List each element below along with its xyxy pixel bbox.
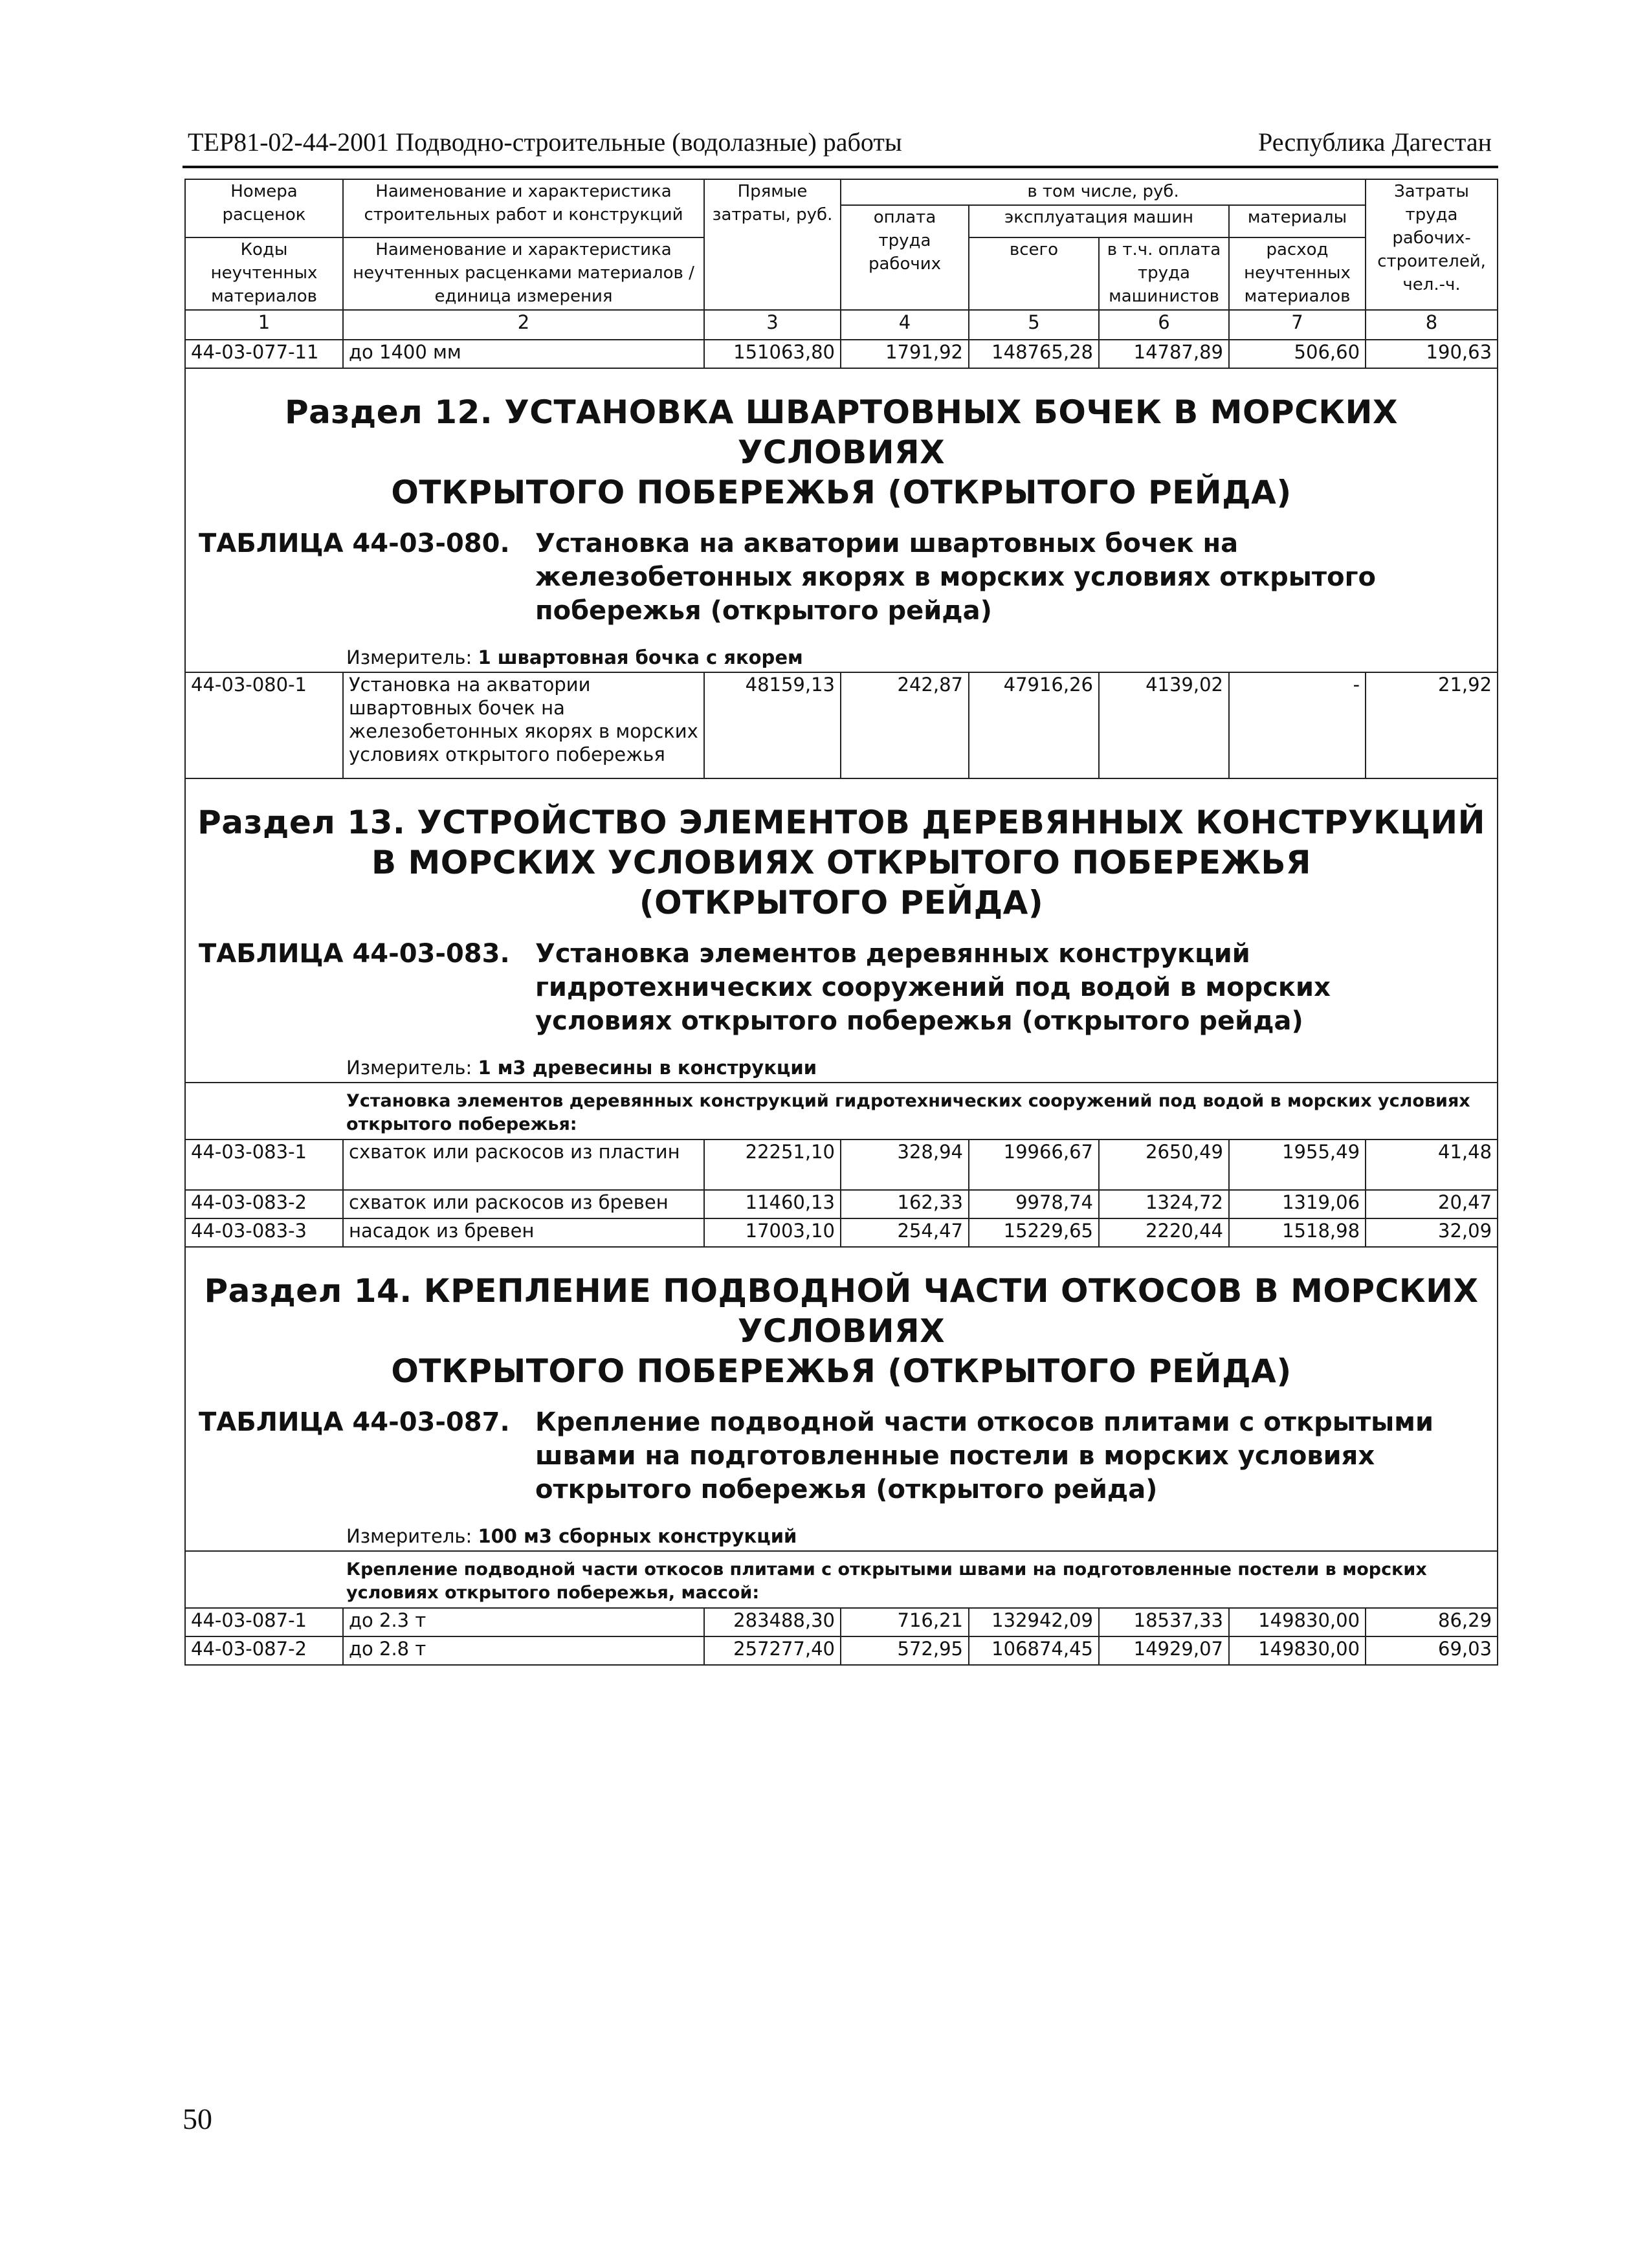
row-labor: 162,33	[841, 1190, 969, 1218]
col-header-codes: Номера расценок	[185, 179, 343, 237]
row-name: схваток или раскосов из пластин	[343, 1140, 704, 1190]
col-header-material-names: Наименование и характеристика неучтенных расценками материалов / единица измерения	[343, 237, 704, 310]
row-hours: 20,47	[1366, 1190, 1498, 1218]
row-hours: 69,03	[1366, 1636, 1498, 1665]
row-mach: 106874,45	[969, 1636, 1099, 1665]
row-direct: 283488,30	[704, 1608, 841, 1636]
measure-value: 1 швартовная бочка с якорем	[478, 646, 803, 668]
section-13-title-line: (ОТКРЫТОГО РЕЙДА)	[639, 884, 1044, 921]
col-number: 5	[969, 310, 1099, 340]
col-header-mach-labor: в т.ч. оплата труда машинистов	[1099, 237, 1229, 310]
row-mach: 15229,65	[969, 1218, 1099, 1247]
row-direct: 257277,40	[704, 1636, 841, 1665]
col-number: 7	[1229, 310, 1366, 340]
col-number: 4	[841, 310, 969, 340]
col-header-name: Наименование и характеристика строительных работ и конструкций	[343, 179, 704, 237]
col-header-including: в том числе, руб.	[841, 179, 1366, 205]
col-number: 1	[185, 310, 343, 340]
table-title: Установка на акватории швартовных бочек на железобетонных якорях в морских условиях открытого побережья (открытого рейда)	[535, 529, 1376, 626]
row-mach-labor: 2650,49	[1099, 1140, 1229, 1190]
section-12-block	[185, 368, 1498, 672]
measure-value: 1 м3 древесины в конструкции	[478, 1057, 817, 1079]
section-14-title-line: ОТКРЫТОГО ПОБЕРЕЖЬЯ (ОТКРЫТОГО РЕЙДА)	[391, 1352, 1292, 1390]
row-mat: 149830,00	[1229, 1608, 1366, 1636]
running-header-left: ТЕР81-02-44-2001 Подводно-строительные (водолазные) работы	[188, 127, 902, 157]
row-hours: 86,29	[1366, 1608, 1498, 1636]
table-title: Установка элементов деревянных конструкций гидротехнических сооружений под водой в морских условиях открытого побережья (открытого рейда)	[535, 939, 1331, 1036]
section-14-title-line: Раздел 14. КРЕПЛЕНИЕ ПОДВОДНОЙ ЧАСТИ ОТКОСОВ В МОРСКИХ УСЛОВИЯХ	[204, 1272, 1479, 1350]
col-header-hours-top: Затраты труда рабочих-строителей,	[1377, 182, 1486, 271]
row-mach: 148765,28	[969, 340, 1099, 368]
table-44-03-087-heading	[186, 1405, 1497, 1506]
table-label: ТАБЛИЦА 44-03-080.	[199, 529, 510, 558]
col-header-hours	[1366, 179, 1498, 310]
col-number: 6	[1099, 310, 1229, 340]
row-code: 44-03-087-2	[185, 1636, 343, 1665]
row-labor: 572,95	[841, 1636, 969, 1665]
row-mat: 1319,06	[1229, 1190, 1366, 1218]
row-mat: 149830,00	[1229, 1636, 1366, 1665]
row-labor: 328,94	[841, 1140, 969, 1190]
col-header-material-use: расход неучтенных материалов	[1229, 237, 1366, 310]
row-direct: 151063,80	[704, 340, 841, 368]
row-mach-labor: 1324,72	[1099, 1190, 1229, 1218]
section-13-title-line: Раздел 13. УСТРОЙСТВО ЭЛЕМЕНТОВ ДЕРЕВЯННЫХ КОНСТРУКЦИЙ	[197, 804, 1485, 841]
row-mach: 47916,26	[969, 672, 1099, 778]
section-12-title-line: Раздел 12. УСТАНОВКА ШВАРТОВНЫХ БОЧЕК В МОРСКИХ УСЛОВИЯХ	[284, 393, 1399, 471]
row-labor: 242,87	[841, 672, 969, 778]
row-mach: 9978,74	[969, 1190, 1099, 1218]
header-rule	[183, 166, 1498, 168]
row-name: до 2.3 т	[343, 1608, 704, 1636]
table-44-03-080-heading	[186, 527, 1497, 628]
table-row	[185, 672, 1498, 778]
col-header-labor: оплата труда рабочих	[841, 205, 969, 310]
section-12-title-line: ОТКРЫТОГО ПОБЕРЕЖЬЯ (ОТКРЫТОГО РЕЙДА)	[391, 474, 1292, 511]
section-13-title	[186, 779, 1497, 937]
col-number: 3	[704, 310, 841, 340]
row-code: 44-03-077-11	[185, 340, 343, 368]
row-code: 44-03-083-1	[185, 1140, 343, 1190]
measure-label: Измеритель:	[346, 646, 472, 668]
table-label: ТАБЛИЦА 44-03-083.	[199, 939, 510, 969]
table-row	[185, 1218, 1498, 1247]
table-row	[185, 1190, 1498, 1218]
row-mach: 132942,09	[969, 1608, 1099, 1636]
measure-label: Измеритель:	[346, 1525, 472, 1547]
row-name: до 1400 мм	[343, 340, 704, 368]
row-code: 44-03-087-1	[185, 1608, 343, 1636]
row-mat: 1955,49	[1229, 1140, 1366, 1190]
page-number: 50	[183, 2102, 212, 2135]
col-header-materials: материалы	[1229, 205, 1366, 237]
row-mach-labor: 14787,89	[1099, 340, 1229, 368]
row-direct: 22251,10	[704, 1140, 841, 1190]
row-direct: 17003,10	[704, 1218, 841, 1247]
row-mat: 1518,98	[1229, 1218, 1366, 1247]
row-mach: 19966,67	[969, 1140, 1099, 1190]
row-labor: 254,47	[841, 1218, 969, 1247]
row-mach-labor: 4139,02	[1099, 672, 1229, 778]
section-14-title	[186, 1248, 1497, 1405]
measure-unit	[186, 628, 1497, 672]
col-header-mach-total: всего	[969, 237, 1099, 310]
row-direct: 11460,13	[704, 1190, 841, 1218]
col-header-direct: Прямые затраты, руб.	[704, 179, 841, 310]
row-mach-labor: 14929,07	[1099, 1636, 1229, 1665]
row-code: 44-03-083-2	[185, 1190, 343, 1218]
col-header-machines: эксплуатация машин	[969, 205, 1229, 237]
row-hours: 21,92	[1366, 672, 1498, 778]
col-header-hours-unit: чел.-ч.	[1402, 275, 1461, 294]
row-hours: 32,09	[1366, 1218, 1498, 1247]
col-number: 8	[1366, 310, 1498, 340]
row-labor: 1791,92	[841, 340, 969, 368]
row-mach-labor: 2220,44	[1099, 1218, 1229, 1247]
row-name: до 2.8 т	[343, 1636, 704, 1665]
table-label: ТАБЛИЦА 44-03-087.	[199, 1407, 510, 1437]
running-header-right: Республика Дагестан	[1258, 127, 1492, 157]
row-hours: 41,48	[1366, 1140, 1498, 1190]
col-number: 2	[343, 310, 704, 340]
table-row	[185, 1140, 1498, 1190]
row-name: насадок из бревен	[343, 1218, 704, 1247]
row-name: схваток или раскосов из бревен	[343, 1190, 704, 1218]
col-header-material-codes: Коды неучтенных материалов	[185, 237, 343, 310]
row-name: Установка на акватории швартовных бочек на железобетонных якорях в морских условиях открытого побережья	[343, 672, 704, 778]
measure-unit	[186, 1038, 1497, 1082]
section-13-block	[185, 778, 1498, 1083]
table-subheading: Установка элементов деревянных конструкций гидротехнических сооружений под водой в морских условиях открытого побережья:	[185, 1083, 1498, 1140]
section-13-title-line: В МОРСКИХ УСЛОВИЯХ ОТКРЫТОГО ПОБЕРЕЖЬЯ	[371, 844, 1312, 881]
table-row	[185, 340, 1498, 368]
measure-label: Измеритель:	[346, 1057, 472, 1079]
row-mach-labor: 18537,33	[1099, 1608, 1229, 1636]
price-table	[184, 179, 1498, 1666]
table-title: Крепление подводной части откосов плитами с открытыми швами на подготовленные постели в морских условиях открытого побережья (открытого рейда)	[535, 1407, 1433, 1504]
section-12-title	[186, 369, 1497, 527]
row-mat: -	[1229, 672, 1366, 778]
measure-unit	[186, 1506, 1497, 1550]
row-direct: 48159,13	[704, 672, 841, 778]
row-code: 44-03-080-1	[185, 672, 343, 778]
table-subheading: Крепление подводной части откосов плитами с открытыми швами на подготовленные постели в морских условиях открытого побережья, массой:	[185, 1551, 1498, 1608]
row-code: 44-03-083-3	[185, 1218, 343, 1247]
row-labor: 716,21	[841, 1608, 969, 1636]
section-14-block	[185, 1247, 1498, 1551]
row-mat: 506,60	[1229, 340, 1366, 368]
table-row	[185, 1608, 1498, 1636]
table-44-03-083-heading	[186, 937, 1497, 1038]
row-hours: 190,63	[1366, 340, 1498, 368]
measure-value: 100 м3 сборных конструкций	[478, 1525, 797, 1547]
table-row	[185, 1636, 1498, 1665]
